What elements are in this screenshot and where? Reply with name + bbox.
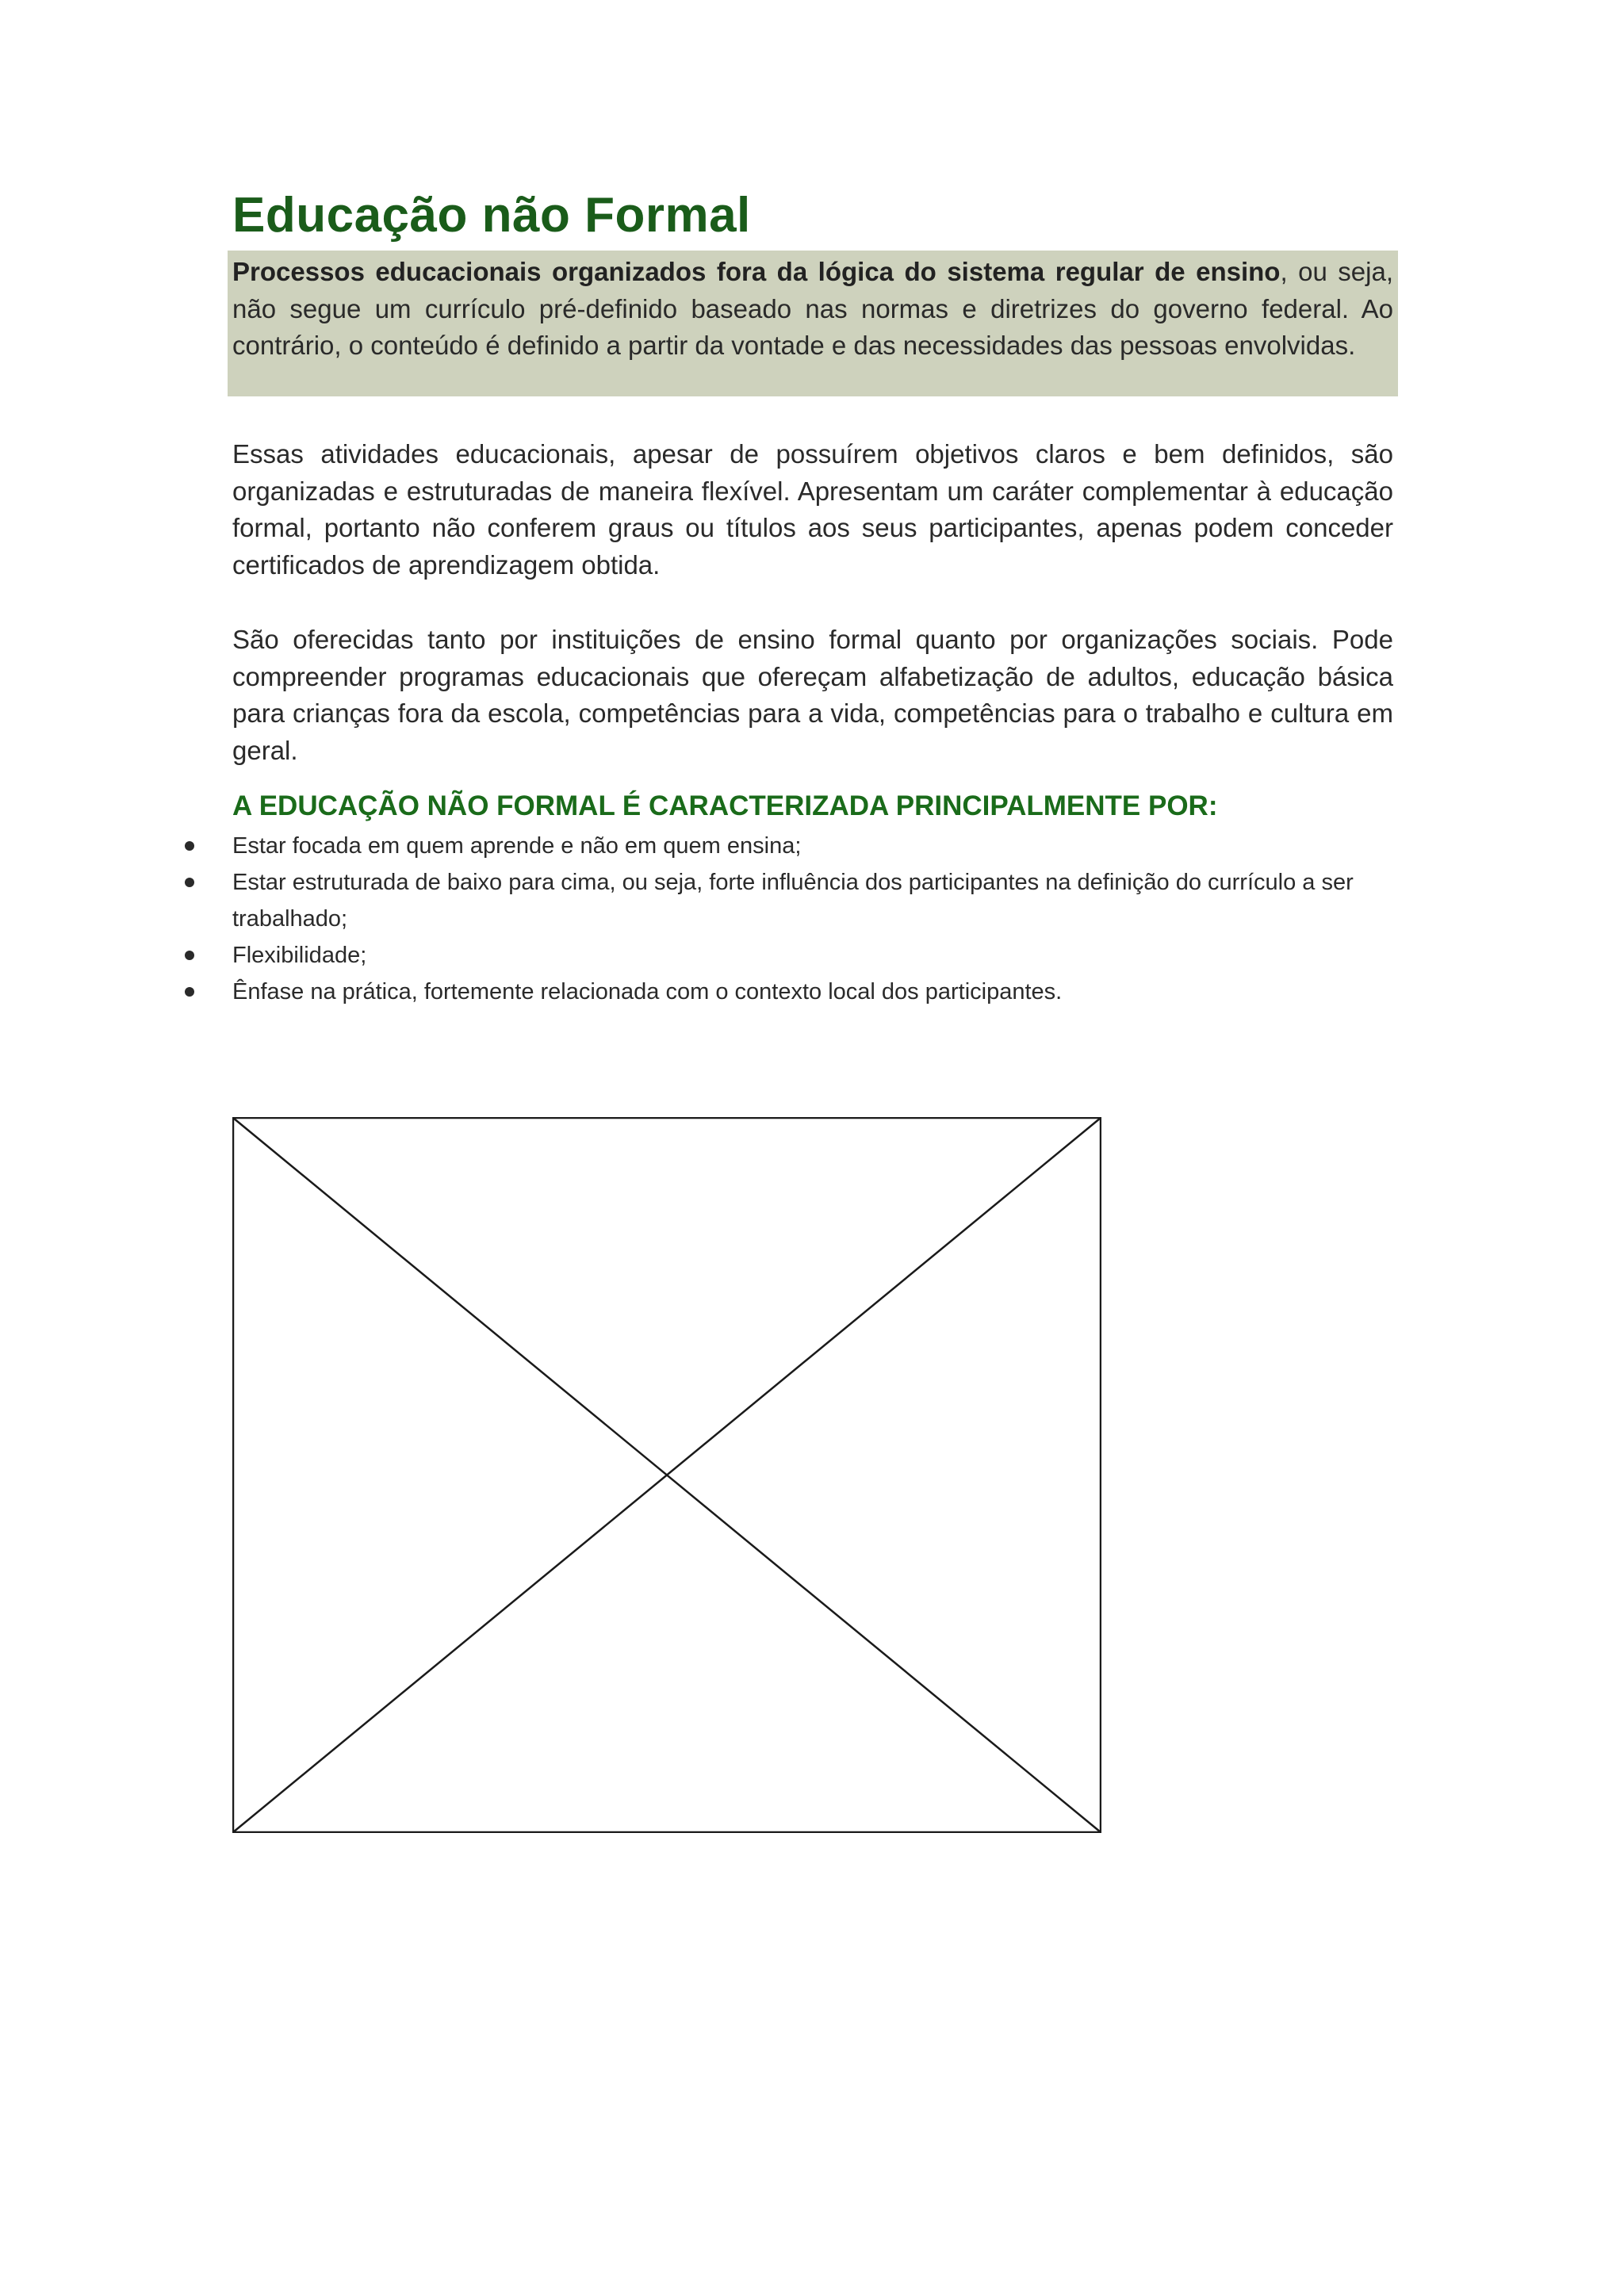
list-item-text: Estar estruturada de baixo para cima, ou seja, forte influência dos participantes na definição do currículo a ser trabalhado; bbox=[232, 870, 1354, 932]
list-item-text: Ênfase na prática, fortemente relacionada com o contexto local dos participantes. bbox=[232, 979, 1063, 1004]
page-title: Educação não Formal bbox=[232, 188, 751, 243]
image-placeholder bbox=[232, 1117, 1101, 1833]
paragraph-activities: Essas atividades educacionais, apesar de possuírem objetivos claros e bem definidos, são organizadas e estruturadas de maneira flexível. Apresentam um caráter complementar à educação formal, portanto não conferem graus ou títulos aos seus participantes, apenas podem conceder certificados de aprendizagem obtida. bbox=[232, 439, 1393, 580]
list-item bbox=[181, 974, 1394, 1010]
list-item-text: Flexibilidade; bbox=[232, 943, 367, 968]
definition-text: , ou seja, não segue um currículo pré-definido baseado nas normas e diretrizes do governo federal. Ao contrário, o conteúdo é definido a partir da vontade e das necessidades das pessoas envolvidas. bbox=[232, 257, 1393, 360]
characteristics-list bbox=[181, 828, 1394, 1010]
list-item bbox=[181, 828, 1394, 864]
bullet-icon bbox=[185, 951, 194, 960]
characteristics-heading: A EDUCAÇÃO NÃO FORMAL É CARACTERIZADA PRINCIPALMENTE POR: bbox=[232, 790, 1218, 821]
definition-paragraph bbox=[232, 254, 1393, 365]
list-item bbox=[181, 864, 1394, 937]
definition-bold-text: Processos educacionais organizados fora da lógica do sistema regular de ensino bbox=[232, 257, 1281, 286]
bullet-icon bbox=[185, 987, 194, 997]
bullet-icon bbox=[185, 841, 194, 851]
list-item-text: Estar focada em quem aprende e não em quem ensina; bbox=[232, 833, 802, 859]
paragraph-offerings: São oferecidas tanto por instituições de ensino formal quanto por organizações sociais. Pode compreender programas educacionais que ofereçam alfabetização de adultos, educação básica para crianças fora da escola, competências para a vida, competências para o trabalho e cultura em geral. bbox=[232, 625, 1393, 765]
bullet-icon bbox=[185, 878, 194, 887]
list-item bbox=[181, 937, 1394, 974]
placeholder-cross-icon bbox=[232, 1117, 1101, 1833]
